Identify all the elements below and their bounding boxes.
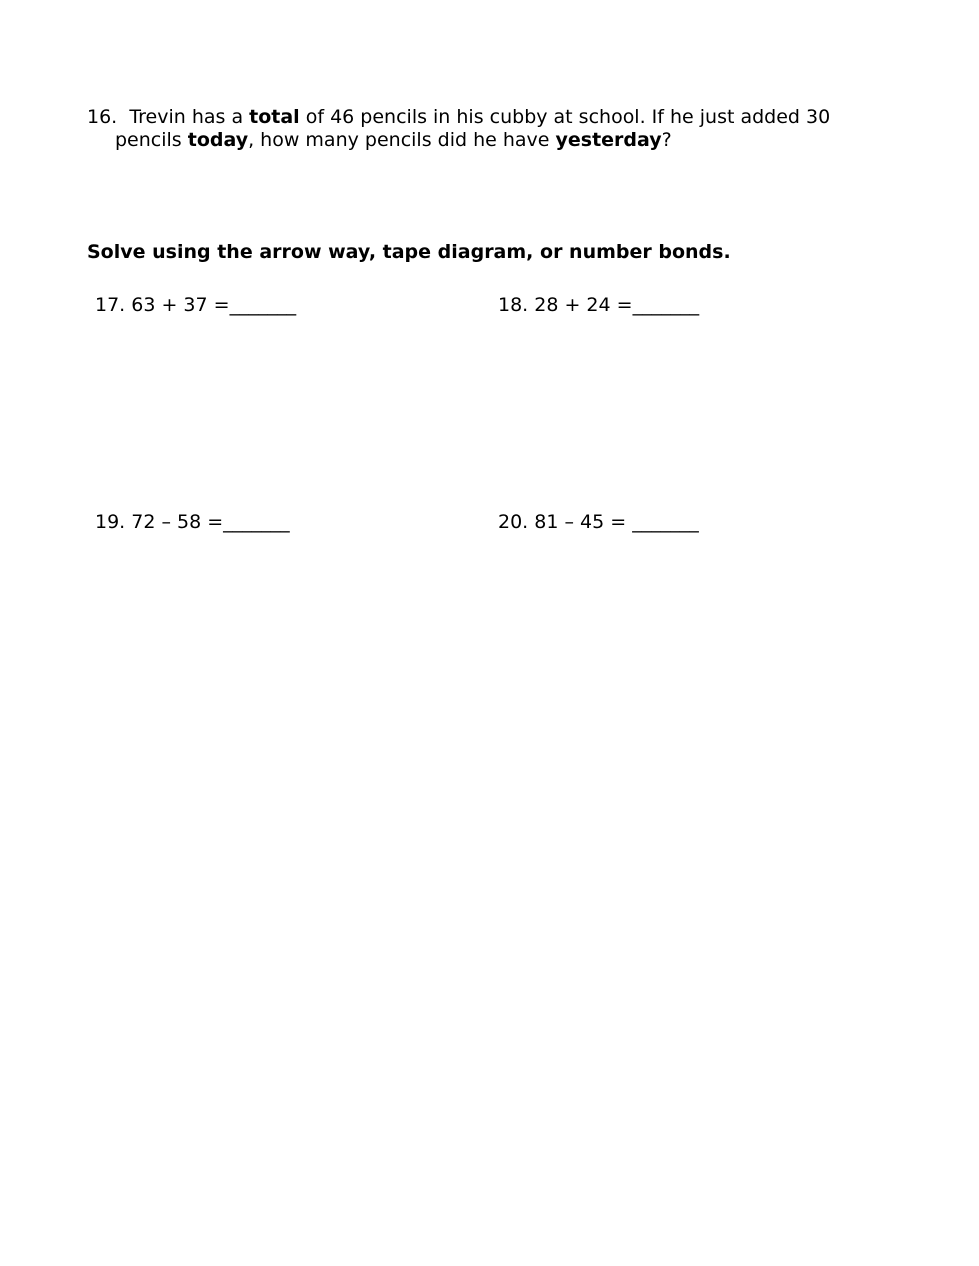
question-16-bold-yesterday: yesterday: [555, 129, 662, 151]
problem-20: 20. 81 – 45 = _______: [498, 511, 699, 533]
problem-19: 19. 72 – 58 =_______: [95, 511, 290, 533]
question-16-text-e: ?: [661, 129, 672, 151]
question-16-text-a: Trevin has a: [129, 106, 250, 128]
problem-17: 17. 63 + 37 =_______: [95, 294, 297, 316]
instructions-heading: Solve using the arrow way, tape diagram, or number bonds.: [87, 241, 731, 263]
question-16: [87, 106, 867, 152]
question-16-text-c: pencils: [115, 129, 188, 151]
question-16-text-d: , how many pencils did he have: [248, 129, 556, 151]
question-16-line-1: [87, 106, 867, 129]
question-16-text-b: of 46 pencils in his cubby at school. If he just added 30: [299, 106, 831, 128]
question-16-bold-total: total: [249, 106, 300, 128]
question-16-number: 16.: [87, 106, 118, 128]
question-16-bold-today: today: [187, 129, 249, 151]
question-16-line-2: [87, 129, 867, 152]
problem-18: 18. 28 + 24 =_______: [498, 294, 700, 316]
